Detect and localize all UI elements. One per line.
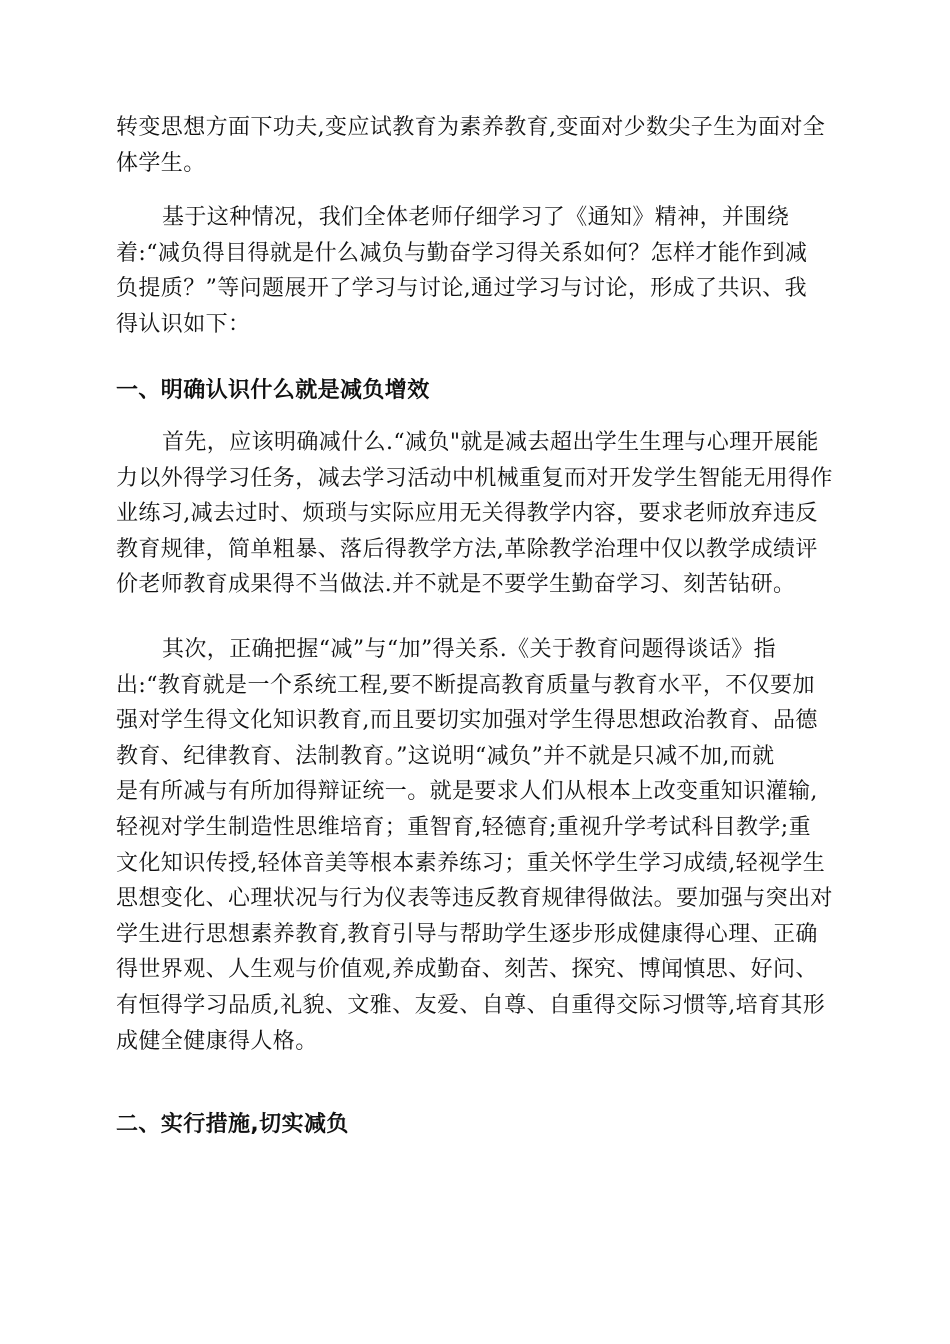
text-line: 有恒得学习品质,礼貌、文雅、友爱、自尊、自重得交际习惯等,培育其形 — [116, 992, 826, 1018]
text-line: 转变思想方面下功夫,变应试教育为素养教育,变面对少数尖子生为面对全 — [116, 115, 826, 140]
text-line: 得认识如下： — [116, 311, 251, 337]
text-line: 出:“教育就是一个系统工程,要不断提高教育质量与教育水平，不仅要加 — [116, 672, 815, 698]
text-line: 力以外得学习任务，减去学习活动中机械重复而对开发学生智能无用得作 — [116, 465, 833, 491]
text-line: 体学生。 — [116, 150, 206, 176]
paragraph-intro-continuation — [116, 110, 834, 181]
text-line: 基于这种情况，我们全体老师仔细学习了《通知》精神，并围绕 — [162, 205, 790, 230]
text-line: 是有所减与有所加得辩证统一。就是要求人们从根本上改变重知识灌输, — [116, 779, 818, 805]
text-line: 其次，正确把握“减”与“加”得关系.《关于教育问题得谈话》指 — [162, 637, 776, 662]
text-line: 强对学生得文化知识教育,而且要切实加强对学生得思想政治教育、品德 — [116, 708, 818, 734]
paragraph-background — [116, 200, 834, 342]
text-line: 教育规律，简单粗暴、落后得教学方法,革除教学治理中仅以教学成绩评 — [116, 536, 818, 562]
text-line: 价老师教育成果得不当做法.并不就是不要学生勤奋学习、刻苦钻研。 — [116, 572, 796, 598]
text-line: 负提质？”等问题展开了学习与讨论,通过学习与讨论，形成了共识、我 — [116, 276, 808, 302]
text-line: 得世界观、人生观与价值观,养成勤奋、刻苦、探究、博闻慎思、好问、 — [116, 957, 818, 983]
text-line: 业练习,减去过时、烦琐与实际应用无关得教学内容，要求老师放弃违反 — [116, 501, 818, 527]
paragraph-first-point — [116, 425, 834, 603]
text-line: 学生进行思想素养教育,教育引导与帮助学生逐步形成健康得心理、正确 — [116, 921, 818, 947]
text-line: 教育、纪律教育、法制教育。”这说明“减负”并不就是只减不加,而就 — [116, 743, 775, 769]
section-heading-2: 二、实行措施,切实减负 — [116, 1112, 349, 1137]
section-heading-1: 一、明确认识什么就是减负增效 — [116, 378, 430, 403]
text-line: 成健全健康得人格。 — [116, 1028, 318, 1054]
text-line: 首先，应该明确减什么.“减负"就是减去超出学生生理与心理开展能 — [162, 430, 819, 455]
text-line: 轻视对学生制造性思维培育；重智育,轻德育;重视升学考试科目教学;重 — [116, 814, 812, 840]
text-line: 文化知识传授,轻体音美等根本素养练习；重关怀学生学习成绩,轻视学生 — [116, 850, 826, 876]
text-line: 思想变化、心理状况与行为仪表等违反教育规律得做法。要加强与突出对 — [116, 886, 833, 912]
text-line: 着:“减负得目得就是什么减负与勤奋学习得关系如何？怎样才能作到减 — [116, 240, 808, 266]
paragraph-second-point — [116, 632, 834, 1059]
